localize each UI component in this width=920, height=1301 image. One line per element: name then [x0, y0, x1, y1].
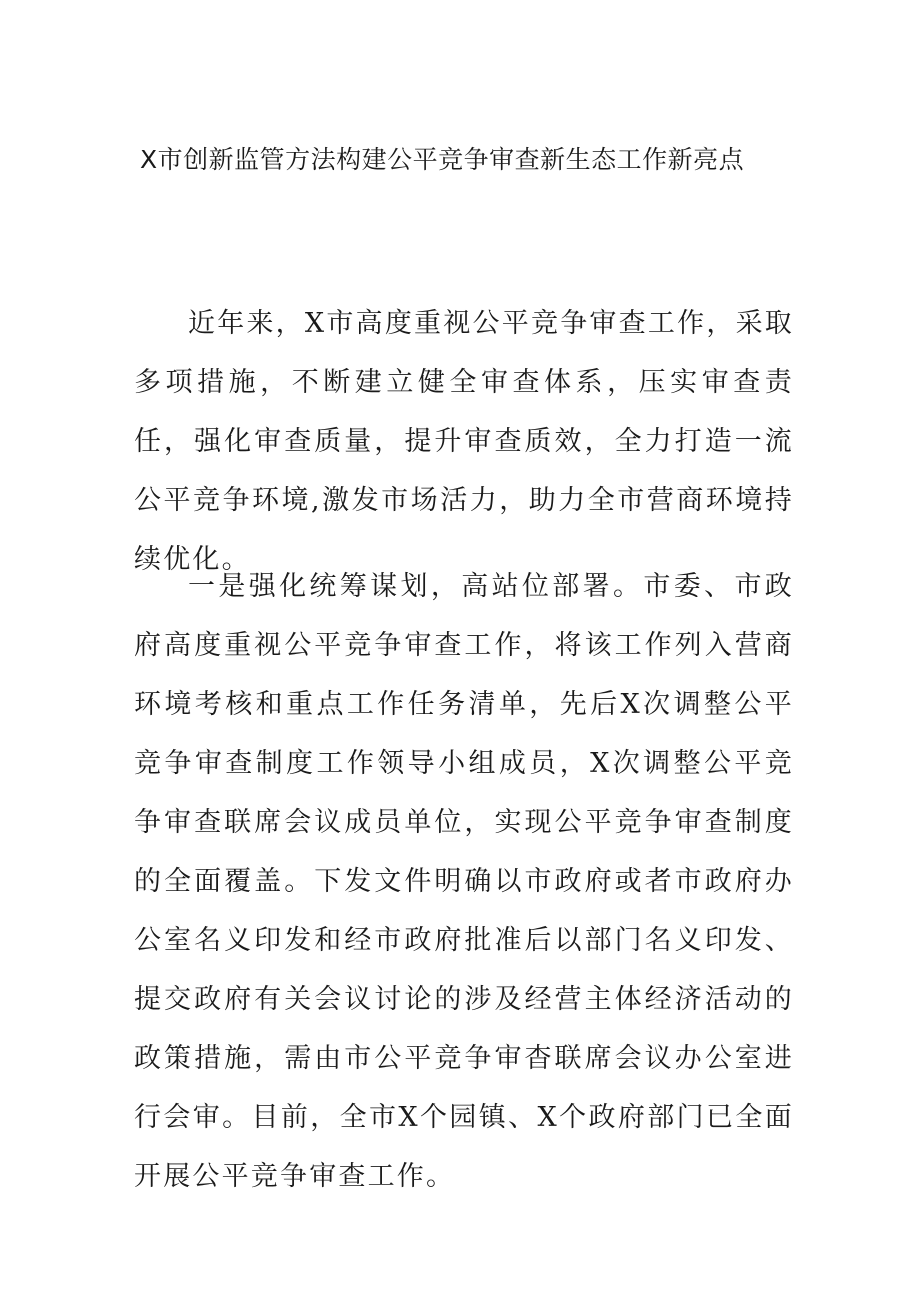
paragraph-first-point: 一是强化统筹谋划，高站位部署。市委、市政府高度重视公平竞争审查工作，将该工作列入营商环境考核和重点工作任务清单，先后X次调整公平竞争审查制度工作领导小组成员，X次调整公平竞争审查联席会议成员单位，实现公平竞争审查制度的全面覆盖。下发文件明确以市政府或者市政府办公室名义印发和经市政府批准后以部门名义印发、提交政府有关会议讨论的涉及经营主体经济活动的政策措施，需由市公平竞争审杳联席会议办公室进行会审。目前，全市X个园镇、X个政府部门已全面开展公平竞争审查工作。	[134, 571, 794, 1192]
document-title: X市创新监管方法构建公平竞争审查新生态工作新亮点	[140, 145, 745, 174]
paragraph-intro: 近年来，X市高度重视公平竞争审查工作，采取多项措施，不断建立健全审查体系，压实审查责任，强化审查质量，提升审查质效，全力打造一流公平竞争环境,激发市场活力，助力全市营商环境持续优化。	[134, 308, 794, 575]
